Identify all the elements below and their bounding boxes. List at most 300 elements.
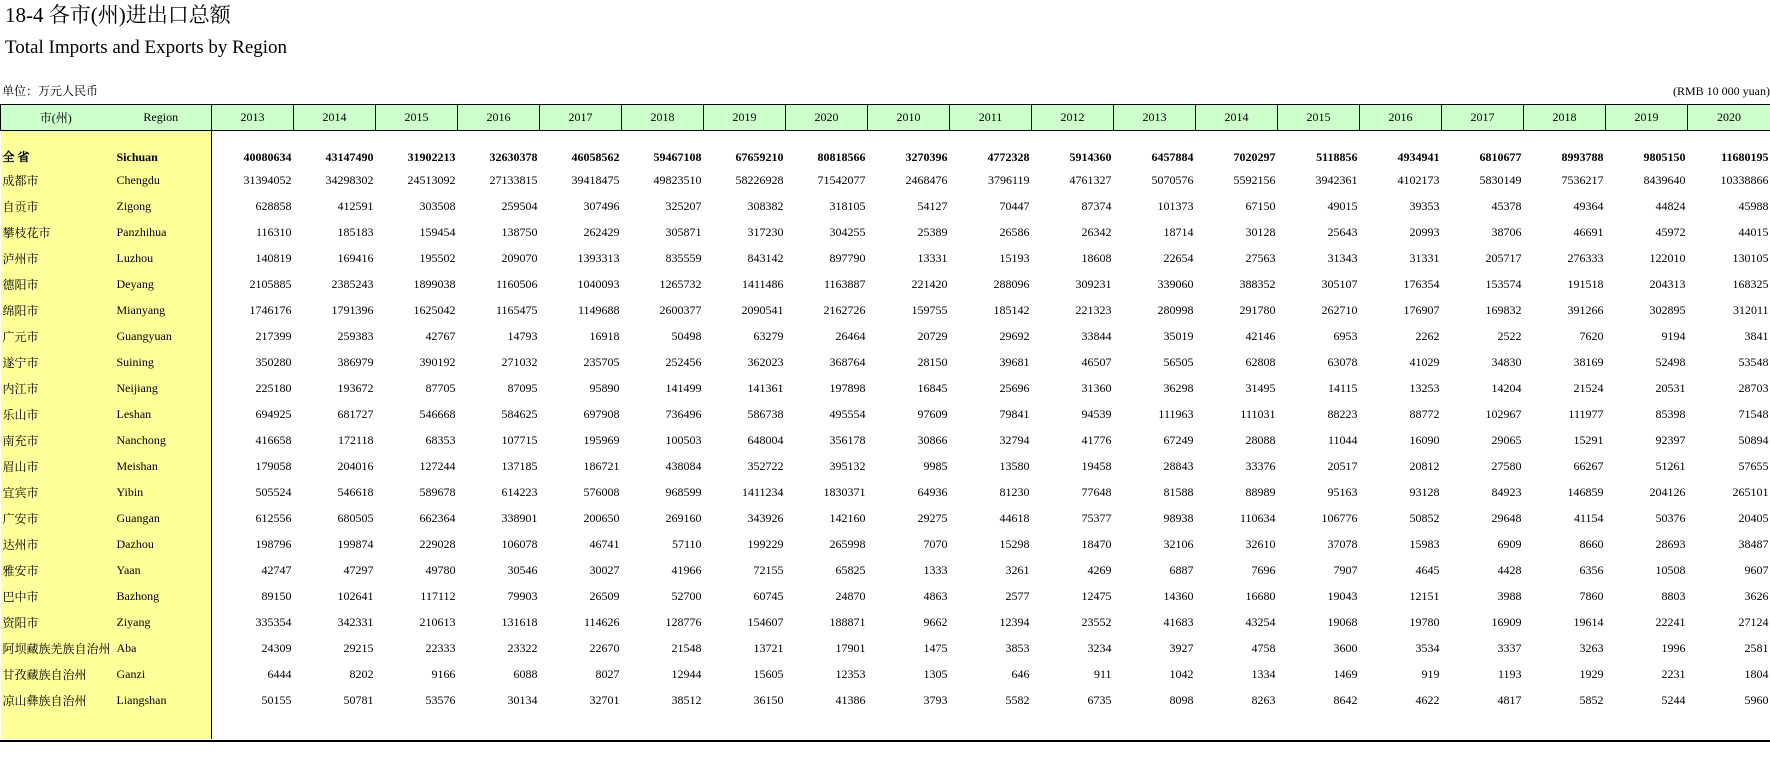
region-name-cn: 凉山彝族自治州 [1, 687, 111, 713]
value-cell: 546618 [337, 484, 374, 499]
value-cell: 1305 [923, 666, 948, 681]
value-cell: 1160506 [495, 276, 538, 291]
value-cell: 2577 [1005, 588, 1030, 603]
value-cell: 185142 [993, 302, 1030, 317]
value-cell: 24513092 [407, 172, 456, 187]
region-name-cn: 内江市 [1, 375, 111, 401]
value-cell: 32610 [1245, 536, 1276, 551]
filler-cell [786, 713, 868, 739]
value-cell: 362023 [747, 354, 784, 369]
value-cell: 19043 [1327, 588, 1358, 603]
value-cell: 195502 [419, 250, 456, 265]
value-cell: 26342 [1081, 224, 1112, 239]
table-row [1, 505, 1770, 531]
value-cell: 63279 [753, 328, 784, 343]
value-cell: 64936 [917, 484, 948, 499]
value-cell: 33376 [1245, 458, 1276, 473]
filler-cell [1114, 713, 1196, 739]
value-cell: 52700 [671, 588, 702, 603]
value-cell: 3234 [1087, 640, 1112, 655]
header-year: 2014 [294, 105, 376, 131]
value-cell: 28693 [1655, 536, 1686, 551]
value-cell: 11044 [1327, 432, 1358, 447]
value-cell: 9166 [431, 666, 456, 681]
value-cell: 92397 [1655, 432, 1686, 447]
value-cell: 87095 [507, 380, 538, 395]
region-name-cn: 乐山市 [1, 401, 111, 427]
value-cell: 681727 [337, 406, 374, 421]
value-cell: 338901 [501, 510, 538, 525]
value-cell: 72155 [753, 562, 784, 577]
value-cell: 186721 [583, 458, 620, 473]
value-cell: 60745 [753, 588, 784, 603]
value-cell: 646 [1011, 666, 1030, 681]
value-cell: 22241 [1655, 614, 1686, 629]
value-cell: 27133815 [489, 172, 538, 187]
filler-cell [458, 713, 540, 739]
filler-cell [868, 713, 950, 739]
value-cell: 88223 [1327, 406, 1358, 421]
value-cell: 7860 [1579, 588, 1604, 603]
header-row [1, 105, 1770, 131]
value-cell: 412591 [337, 198, 374, 213]
value-cell: 199229 [747, 536, 784, 551]
value-cell: 45378 [1491, 198, 1522, 213]
value-cell: 6444 [267, 666, 292, 681]
filler-cell [111, 713, 212, 739]
value-cell: 42146 [1245, 328, 1276, 343]
value-cell: 4428 [1497, 562, 1522, 577]
region-name-en: Panzhihua [111, 219, 212, 245]
value-cell: 15605 [753, 666, 784, 681]
header-year: 2019 [1606, 105, 1688, 131]
value-cell: 2105885 [249, 276, 292, 291]
filler-cell [1278, 713, 1360, 739]
value-cell: 29648 [1491, 510, 1522, 525]
value-cell: 2522 [1497, 328, 1522, 343]
value-cell: 9805150 [1643, 150, 1686, 164]
value-cell: 2162726 [823, 302, 866, 317]
value-cell: 57110 [671, 536, 702, 551]
region-name-en: Suining [111, 349, 212, 375]
filler-cell [212, 713, 294, 739]
region-name-cn: 泸州市 [1, 245, 111, 271]
value-cell: 16909 [1491, 614, 1522, 629]
value-cell: 38706 [1491, 224, 1522, 239]
value-cell: 309231 [1075, 276, 1112, 291]
value-cell: 1149688 [577, 302, 620, 317]
value-cell: 8642 [1333, 692, 1358, 707]
header-year: 2013 [212, 105, 294, 131]
value-cell: 343926 [747, 510, 784, 525]
value-cell: 4934941 [1397, 150, 1440, 164]
header-year: 2017 [1442, 105, 1524, 131]
value-cell: 1469 [1333, 666, 1358, 681]
value-cell: 79903 [507, 588, 538, 603]
value-cell: 6735 [1087, 692, 1112, 707]
value-cell: 31902213 [407, 150, 456, 164]
value-cell: 172118 [337, 432, 374, 447]
value-cell: 2581 [1744, 640, 1769, 655]
header-year: 2015 [1278, 105, 1360, 131]
value-cell: 110634 [1239, 510, 1276, 525]
value-cell: 50781 [343, 692, 374, 707]
table-row [1, 375, 1770, 401]
value-cell: 209070 [501, 250, 538, 265]
value-cell: 30866 [917, 432, 948, 447]
value-cell: 3337 [1497, 640, 1522, 655]
value-cell: 352722 [747, 458, 784, 473]
value-cell: 159755 [911, 302, 948, 317]
value-cell: 32630378 [489, 150, 538, 164]
value-cell: 14115 [1327, 380, 1358, 395]
value-cell: 31495 [1245, 380, 1276, 395]
value-cell: 40080634 [243, 150, 292, 164]
value-cell: 8263 [1251, 692, 1276, 707]
data-table-container [0, 104, 1770, 739]
value-cell: 4817 [1497, 692, 1522, 707]
region-name-cn: 全 省 [1, 131, 111, 168]
value-cell: 38512 [671, 692, 702, 707]
table-row [1, 453, 1770, 479]
region-name-cn: 阿坝藏族羌族自治州 [1, 635, 111, 661]
value-cell: 694925 [255, 406, 292, 421]
value-cell: 154607 [747, 614, 784, 629]
value-cell: 30027 [589, 562, 620, 577]
value-cell: 736496 [665, 406, 702, 421]
value-cell: 58226928 [735, 172, 784, 187]
value-cell: 102641 [337, 588, 374, 603]
page-title-cn: 18-4 各市(州)进出口总额 [5, 3, 231, 27]
value-cell: 12151 [1409, 588, 1440, 603]
filler-cell [294, 713, 376, 739]
region-name-en: Meishan [111, 453, 212, 479]
value-cell: 7070 [923, 536, 948, 551]
value-cell: 53548 [1738, 354, 1769, 369]
value-cell: 114626 [583, 614, 620, 629]
value-cell: 168325 [1732, 276, 1769, 291]
region-name-en: Liangshan [111, 687, 212, 713]
value-cell: 52498 [1655, 354, 1686, 369]
table-row [1, 219, 1770, 245]
value-cell: 395132 [829, 458, 866, 473]
region-name-cn: 德阳市 [1, 271, 111, 297]
region-name-cn: 达州市 [1, 531, 111, 557]
value-cell: 10338866 [1720, 172, 1769, 187]
value-cell: 195969 [583, 432, 620, 447]
value-cell: 41386 [835, 692, 866, 707]
value-cell: 13253 [1409, 380, 1440, 395]
value-cell: 6356 [1579, 562, 1604, 577]
value-cell: 3853 [1005, 640, 1030, 655]
value-cell: 29275 [917, 510, 948, 525]
value-cell: 20812 [1409, 458, 1440, 473]
value-cell: 29215 [343, 640, 374, 655]
value-cell: 28843 [1163, 458, 1194, 473]
value-cell: 697908 [583, 406, 620, 421]
value-cell: 4102173 [1397, 172, 1440, 187]
value-cell: 94539 [1081, 406, 1112, 421]
value-cell: 225180 [255, 380, 292, 395]
region-name-cn: 绵阳市 [1, 297, 111, 323]
value-cell: 35019 [1163, 328, 1194, 343]
value-cell: 21524 [1573, 380, 1604, 395]
value-cell: 43147490 [325, 150, 374, 164]
value-cell: 339060 [1157, 276, 1194, 291]
value-cell: 75377 [1081, 510, 1112, 525]
value-cell: 68353 [425, 432, 456, 447]
value-cell: 262710 [1321, 302, 1358, 317]
value-cell: 159454 [419, 224, 456, 239]
region-name-cn: 广元市 [1, 323, 111, 349]
value-cell: 3534 [1415, 640, 1440, 655]
value-cell: 27563 [1245, 250, 1276, 265]
value-cell: 210613 [419, 614, 456, 629]
value-cell: 70447 [999, 198, 1030, 213]
region-name-cn: 广安市 [1, 505, 111, 531]
value-cell: 3600 [1333, 640, 1358, 655]
value-cell: 229028 [419, 536, 456, 551]
table-row [1, 271, 1770, 297]
value-cell: 6887 [1169, 562, 1194, 577]
value-cell: 271032 [501, 354, 538, 369]
value-cell: 18608 [1081, 250, 1112, 265]
value-cell: 6088 [513, 666, 538, 681]
value-cell: 106078 [501, 536, 538, 551]
value-cell: 5914360 [1069, 150, 1112, 164]
value-cell: 16918 [589, 328, 620, 343]
value-cell: 5118856 [1316, 150, 1358, 164]
value-cell: 116310 [255, 224, 292, 239]
value-cell: 416658 [255, 432, 292, 447]
value-cell: 3793 [923, 692, 948, 707]
value-cell: 217399 [255, 328, 292, 343]
value-cell: 50155 [261, 692, 292, 707]
value-cell: 81230 [999, 484, 1030, 499]
value-cell: 1899038 [413, 276, 456, 291]
value-cell: 31343 [1327, 250, 1358, 265]
value-cell: 20729 [917, 328, 948, 343]
value-cell: 128776 [665, 614, 702, 629]
value-cell: 10508 [1655, 562, 1686, 577]
value-cell: 51261 [1655, 458, 1686, 473]
value-cell: 356178 [829, 432, 866, 447]
value-cell: 589678 [419, 484, 456, 499]
value-cell: 265101 [1732, 484, 1769, 499]
value-cell: 391266 [1567, 302, 1604, 317]
value-cell: 9194 [1661, 328, 1686, 343]
value-cell: 44015 [1738, 224, 1769, 239]
header-year: 2010 [868, 105, 950, 131]
value-cell: 259383 [337, 328, 374, 343]
value-cell: 5830149 [1479, 172, 1522, 187]
value-cell: 835559 [665, 250, 702, 265]
value-cell: 5960 [1744, 692, 1769, 707]
value-cell: 16845 [917, 380, 948, 395]
value-cell: 1746176 [249, 302, 292, 317]
table-row [1, 323, 1770, 349]
region-name-en: Leshan [111, 401, 212, 427]
value-cell: 50376 [1655, 510, 1686, 525]
value-cell: 15298 [999, 536, 1030, 551]
value-cell: 28703 [1738, 380, 1769, 395]
value-cell: 26464 [835, 328, 866, 343]
value-cell: 107715 [501, 432, 538, 447]
value-cell: 153574 [1485, 276, 1522, 291]
table-row [1, 167, 1770, 193]
region-name-en: Guangan [111, 505, 212, 531]
value-cell: 130105 [1732, 250, 1769, 265]
value-cell: 305871 [665, 224, 702, 239]
value-cell: 1393313 [577, 250, 620, 265]
region-name-en: Chengdu [111, 167, 212, 193]
value-cell: 495554 [829, 406, 866, 421]
value-cell: 138750 [501, 224, 538, 239]
region-name-cn: 巴中市 [1, 583, 111, 609]
value-cell: 280998 [1157, 302, 1194, 317]
value-cell: 22654 [1163, 250, 1194, 265]
value-cell: 117112 [420, 588, 456, 603]
table-row [1, 427, 1770, 453]
value-cell: 193672 [337, 380, 374, 395]
value-cell: 19068 [1327, 614, 1358, 629]
value-cell: 188871 [829, 614, 866, 629]
value-cell: 614223 [501, 484, 538, 499]
filler-cell [1032, 713, 1114, 739]
filler-row [1, 713, 1770, 739]
value-cell: 46058562 [571, 150, 620, 164]
value-cell: 62808 [1245, 354, 1276, 369]
value-cell: 41683 [1163, 614, 1194, 629]
region-name-en: Zigong [111, 193, 212, 219]
value-cell: 1042 [1169, 666, 1194, 681]
value-cell: 20405 [1738, 510, 1769, 525]
value-cell: 6953 [1333, 328, 1358, 343]
value-cell: 81588 [1163, 484, 1194, 499]
value-cell: 14793 [507, 328, 538, 343]
value-cell: 3988 [1497, 588, 1522, 603]
value-cell: 5070576 [1151, 172, 1194, 187]
unit-label-cn: 单位：万元人民币 [2, 84, 99, 98]
value-cell: 5582 [1005, 692, 1030, 707]
region-name-en: Dazhou [111, 531, 212, 557]
table-row-total [1, 131, 1770, 168]
value-cell: 23322 [507, 640, 538, 655]
value-cell: 9985 [923, 458, 948, 473]
value-cell: 262429 [583, 224, 620, 239]
value-cell: 27580 [1491, 458, 1522, 473]
value-cell: 87374 [1081, 198, 1112, 213]
value-cell: 5592156 [1233, 172, 1276, 187]
value-cell: 32106 [1163, 536, 1194, 551]
filler-cell [1606, 713, 1688, 739]
value-cell: 142160 [829, 510, 866, 525]
region-name-en: Nanchong [111, 427, 212, 453]
value-cell: 386979 [337, 354, 374, 369]
value-cell: 49780 [425, 562, 456, 577]
header-year: 2011 [950, 105, 1032, 131]
value-cell: 204313 [1649, 276, 1686, 291]
value-cell: 67659210 [735, 150, 784, 164]
value-cell: 335354 [255, 614, 292, 629]
value-cell: 1625042 [413, 302, 456, 317]
region-name-en: Neijiang [111, 375, 212, 401]
filler-cell [1524, 713, 1606, 739]
value-cell: 67249 [1163, 432, 1194, 447]
value-cell: 7907 [1333, 562, 1358, 577]
value-cell: 1334 [1251, 666, 1276, 681]
value-cell: 140819 [255, 250, 292, 265]
value-cell: 13331 [917, 250, 948, 265]
value-cell: 98938 [1163, 510, 1194, 525]
value-cell: 46507 [1081, 354, 1112, 369]
value-cell: 3796119 [987, 172, 1030, 187]
header-year: 2018 [1524, 105, 1606, 131]
header-year: 2013 [1114, 105, 1196, 131]
value-cell: 54127 [917, 198, 948, 213]
filler-cell [1360, 713, 1442, 739]
value-cell: 1265732 [659, 276, 702, 291]
value-cell: 312011 [1732, 302, 1769, 317]
value-cell: 31331 [1409, 250, 1440, 265]
value-cell: 252456 [665, 354, 702, 369]
value-cell: 176907 [1403, 302, 1440, 317]
value-cell: 32701 [589, 692, 620, 707]
header-year: 2015 [376, 105, 458, 131]
value-cell: 1791396 [331, 302, 374, 317]
value-cell: 42747 [261, 562, 292, 577]
header-year: 2020 [1688, 105, 1770, 131]
value-cell: 39353 [1409, 198, 1440, 213]
value-cell: 34830 [1491, 354, 1522, 369]
header-year: 2020 [786, 105, 868, 131]
value-cell: 4863 [923, 588, 948, 603]
value-cell: 53576 [425, 692, 456, 707]
value-cell: 276333 [1567, 250, 1604, 265]
value-cell: 67150 [1245, 198, 1276, 213]
value-cell: 11680195 [1721, 150, 1769, 164]
value-cell: 303508 [419, 198, 456, 213]
value-cell: 30128 [1245, 224, 1276, 239]
value-cell: 1333 [923, 562, 948, 577]
value-cell: 44618 [999, 510, 1030, 525]
value-cell: 24870 [835, 588, 866, 603]
value-cell: 1475 [923, 640, 948, 655]
value-cell: 1830371 [823, 484, 866, 499]
value-cell: 15291 [1573, 432, 1604, 447]
region-name-cn: 南充市 [1, 427, 111, 453]
value-cell: 127244 [419, 458, 456, 473]
value-cell: 45988 [1738, 198, 1769, 213]
value-cell: 576008 [583, 484, 620, 499]
value-cell: 325207 [665, 198, 702, 213]
value-cell: 95890 [589, 380, 620, 395]
value-cell: 662364 [419, 510, 456, 525]
value-cell: 2231 [1661, 666, 1686, 681]
table-row [1, 557, 1770, 583]
value-cell: 97609 [917, 406, 948, 421]
value-cell: 8027 [595, 666, 620, 681]
value-cell: 39681 [999, 354, 1030, 369]
value-cell: 80818566 [817, 150, 866, 164]
value-cell: 111963 [1158, 406, 1194, 421]
filler-cell [1196, 713, 1278, 739]
value-cell: 18714 [1163, 224, 1194, 239]
value-cell: 100503 [665, 432, 702, 447]
value-cell: 897790 [829, 250, 866, 265]
value-cell: 16090 [1409, 432, 1440, 447]
value-cell: 291780 [1239, 302, 1276, 317]
